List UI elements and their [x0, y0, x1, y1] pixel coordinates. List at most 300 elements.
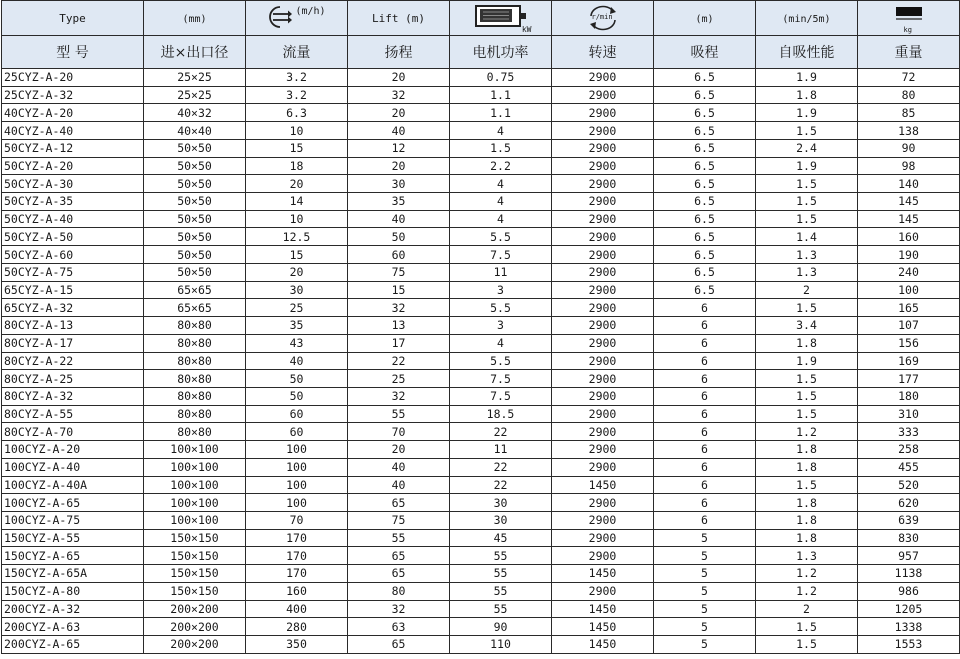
- flow-cell: 10: [246, 122, 348, 140]
- weight-cell: 1205: [858, 600, 960, 618]
- unit-lift-label: Lift (m): [372, 11, 425, 25]
- suction-cell: 6.5: [654, 193, 756, 211]
- power-cell: 30: [450, 494, 552, 512]
- lift-cell: 55: [348, 529, 450, 547]
- diameter-cell: 150×150: [144, 529, 246, 547]
- diameter-cell: 100×100: [144, 441, 246, 459]
- flow-cell: 100: [246, 458, 348, 476]
- diameter-cell: 80×80: [144, 405, 246, 423]
- self-priming-cell: 2: [756, 281, 858, 299]
- diameter-cell: 80×80: [144, 352, 246, 370]
- flow-cell: 400: [246, 600, 348, 618]
- speed-cell: 2900: [552, 263, 654, 281]
- lift-cell: 30: [348, 175, 450, 193]
- self-priming-cell: 3.4: [756, 317, 858, 335]
- table-row: [2, 405, 960, 423]
- speed-cell: 1450: [552, 636, 654, 654]
- lift-cell: 15: [348, 281, 450, 299]
- power-cell: 7.5: [450, 246, 552, 264]
- diameter-cell: 100×100: [144, 511, 246, 529]
- weight-cell: 180: [858, 387, 960, 405]
- speed-cell: 2900: [552, 441, 654, 459]
- flow-cell: 70: [246, 511, 348, 529]
- power-cell: 4: [450, 210, 552, 228]
- lift-cell: 40: [348, 458, 450, 476]
- weight-cell: 1138: [858, 565, 960, 583]
- type-cell: 80CYZ-A-32: [2, 387, 144, 405]
- speed-cell: 1450: [552, 618, 654, 636]
- flow-cell: 25: [246, 299, 348, 317]
- table-row: [2, 618, 960, 636]
- type-cell: 65CYZ-A-15: [2, 281, 144, 299]
- power-cell: 1.5: [450, 139, 552, 157]
- suction-cell: 6: [654, 299, 756, 317]
- suction-cell: 6: [654, 511, 756, 529]
- type-cell: 100CYZ-A-40: [2, 458, 144, 476]
- suction-cell: 6.5: [654, 69, 756, 87]
- self-priming-cell: 1.2: [756, 565, 858, 583]
- speed-cell: 2900: [552, 193, 654, 211]
- type-cell: 40CYZ-A-20: [2, 104, 144, 122]
- flow-cell: 170: [246, 547, 348, 565]
- unit-power: [450, 1, 552, 36]
- unit-weight: [858, 1, 960, 36]
- self-priming-cell: 1.8: [756, 511, 858, 529]
- suction-cell: 6.5: [654, 139, 756, 157]
- speed-cell: 2900: [552, 458, 654, 476]
- diameter-cell: 40×40: [144, 122, 246, 140]
- lift-cell: 40: [348, 122, 450, 140]
- header-type: 型 号: [2, 36, 144, 69]
- lift-cell: 75: [348, 263, 450, 281]
- self-priming-cell: 1.5: [756, 370, 858, 388]
- diameter-cell: 50×50: [144, 193, 246, 211]
- lift-cell: 32: [348, 387, 450, 405]
- diameter-cell: 150×150: [144, 565, 246, 583]
- weight-cell: 177: [858, 370, 960, 388]
- suction-cell: 6: [654, 441, 756, 459]
- table-row: [2, 317, 960, 335]
- lift-cell: 25: [348, 370, 450, 388]
- weight-cell: 169: [858, 352, 960, 370]
- lift-cell: 65: [348, 636, 450, 654]
- speed-cell: 2900: [552, 69, 654, 87]
- weight-cell: 310: [858, 405, 960, 423]
- self-priming-cell: 1.9: [756, 69, 858, 87]
- table-body: [2, 69, 960, 654]
- table-row: [2, 334, 960, 352]
- flow-cell: 40: [246, 352, 348, 370]
- power-cell: 22: [450, 423, 552, 441]
- unit-lift: [348, 1, 450, 36]
- unit-speed-label: r/min: [591, 13, 613, 21]
- weight-cell: 1338: [858, 618, 960, 636]
- weight-cell: 190: [858, 246, 960, 264]
- type-cell: 25CYZ-A-32: [2, 86, 144, 104]
- speed-cell: 2900: [552, 494, 654, 512]
- power-cell: 1.1: [450, 104, 552, 122]
- type-cell: 80CYZ-A-22: [2, 352, 144, 370]
- self-priming-cell: 1.8: [756, 458, 858, 476]
- diameter-cell: 65×65: [144, 281, 246, 299]
- self-priming-cell: 1.5: [756, 405, 858, 423]
- weight-cell: 240: [858, 263, 960, 281]
- header-suction: 吸程: [654, 36, 756, 69]
- lift-cell: 40: [348, 210, 450, 228]
- speed-cell: 2900: [552, 387, 654, 405]
- type-cell: 50CYZ-A-75: [2, 263, 144, 281]
- speed-cell: 2900: [552, 370, 654, 388]
- weight-icon: [894, 4, 924, 32]
- unit-flow: [246, 1, 348, 36]
- diameter-cell: 50×50: [144, 210, 246, 228]
- power-cell: 7.5: [450, 387, 552, 405]
- type-cell: 50CYZ-A-60: [2, 246, 144, 264]
- power-cell: 22: [450, 476, 552, 494]
- unit-self-priming: [756, 1, 858, 36]
- table-row: [2, 86, 960, 104]
- speed-cell: 1450: [552, 476, 654, 494]
- lift-cell: 22: [348, 352, 450, 370]
- table-row: [2, 228, 960, 246]
- weight-cell: 639: [858, 511, 960, 529]
- suction-cell: 5: [654, 582, 756, 600]
- flow-cell: 14: [246, 193, 348, 211]
- power-cell: 5.5: [450, 352, 552, 370]
- type-cell: 150CYZ-A-65: [2, 547, 144, 565]
- weight-cell: 145: [858, 210, 960, 228]
- table-row: [2, 263, 960, 281]
- self-priming-cell: 1.8: [756, 441, 858, 459]
- flow-cell: 43: [246, 334, 348, 352]
- self-priming-cell: 1.5: [756, 175, 858, 193]
- self-priming-cell: 1.3: [756, 547, 858, 565]
- flow-cell: 170: [246, 529, 348, 547]
- self-priming-cell: 1.9: [756, 352, 858, 370]
- weight-cell: 140: [858, 175, 960, 193]
- suction-cell: 6.5: [654, 175, 756, 193]
- rotation-icon: [585, 4, 621, 32]
- power-cell: 4: [450, 175, 552, 193]
- unit-suction: [654, 1, 756, 36]
- weight-cell: 986: [858, 582, 960, 600]
- suction-cell: 5: [654, 565, 756, 583]
- diameter-cell: 50×50: [144, 139, 246, 157]
- flow-cell: 280: [246, 618, 348, 636]
- self-priming-cell: 1.2: [756, 582, 858, 600]
- unit-diameter-label: (mm): [182, 13, 207, 25]
- table-row: [2, 157, 960, 175]
- table-row: [2, 529, 960, 547]
- self-priming-cell: 1.5: [756, 387, 858, 405]
- speed-cell: 2900: [552, 139, 654, 157]
- self-priming-cell: 1.5: [756, 476, 858, 494]
- power-cell: 90: [450, 618, 552, 636]
- weight-cell: 957: [858, 547, 960, 565]
- flow-cell: 60: [246, 423, 348, 441]
- flow-cell: 50: [246, 387, 348, 405]
- self-priming-cell: 1.8: [756, 86, 858, 104]
- diameter-cell: 100×100: [144, 494, 246, 512]
- speed-cell: 1450: [552, 565, 654, 583]
- speed-cell: 2900: [552, 299, 654, 317]
- flow-cell: 100: [246, 494, 348, 512]
- diameter-cell: 25×25: [144, 86, 246, 104]
- suction-cell: 6.5: [654, 86, 756, 104]
- table-row: [2, 494, 960, 512]
- diameter-cell: 150×150: [144, 547, 246, 565]
- header-diameter: 进×出口径: [144, 36, 246, 69]
- suction-cell: 6: [654, 317, 756, 335]
- type-cell: 50CYZ-A-40: [2, 210, 144, 228]
- table-row: [2, 582, 960, 600]
- flow-cell: 350: [246, 636, 348, 654]
- table-row: [2, 299, 960, 317]
- lift-cell: 75: [348, 511, 450, 529]
- weight-cell: 520: [858, 476, 960, 494]
- diameter-cell: 150×150: [144, 582, 246, 600]
- lift-cell: 60: [348, 246, 450, 264]
- type-cell: 200CYZ-A-65: [2, 636, 144, 654]
- speed-cell: 2900: [552, 423, 654, 441]
- lift-cell: 17: [348, 334, 450, 352]
- weight-cell: 107: [858, 317, 960, 335]
- power-cell: 5.5: [450, 228, 552, 246]
- diameter-cell: 80×80: [144, 423, 246, 441]
- lift-cell: 20: [348, 441, 450, 459]
- weight-cell: 620: [858, 494, 960, 512]
- suction-cell: 6.5: [654, 263, 756, 281]
- header-weight: 重量: [858, 36, 960, 69]
- flow-cell: 15: [246, 139, 348, 157]
- lift-cell: 20: [348, 157, 450, 175]
- flow-cell: 100: [246, 476, 348, 494]
- weight-cell: 160: [858, 228, 960, 246]
- power-cell: 22: [450, 458, 552, 476]
- type-cell: 65CYZ-A-32: [2, 299, 144, 317]
- weight-cell: 1553: [858, 636, 960, 654]
- type-cell: 150CYZ-A-55: [2, 529, 144, 547]
- type-cell: 100CYZ-A-75: [2, 511, 144, 529]
- self-priming-cell: 1.9: [756, 157, 858, 175]
- type-cell: 150CYZ-A-80: [2, 582, 144, 600]
- weight-cell: 98: [858, 157, 960, 175]
- lift-cell: 32: [348, 86, 450, 104]
- suction-cell: 6.5: [654, 246, 756, 264]
- lift-cell: 13: [348, 317, 450, 335]
- unit-self-priming-label: (min/5m): [782, 13, 831, 25]
- power-cell: 11: [450, 263, 552, 281]
- lift-cell: 65: [348, 494, 450, 512]
- power-cell: 4: [450, 193, 552, 211]
- lift-cell: 32: [348, 600, 450, 618]
- self-priming-cell: 1.8: [756, 494, 858, 512]
- flow-cell: 35: [246, 317, 348, 335]
- table-row: [2, 600, 960, 618]
- suction-cell: 5: [654, 636, 756, 654]
- weight-cell: 165: [858, 299, 960, 317]
- weight-cell: 80: [858, 86, 960, 104]
- lift-cell: 20: [348, 69, 450, 87]
- speed-cell: 2900: [552, 104, 654, 122]
- speed-cell: 2900: [552, 529, 654, 547]
- table-row: [2, 476, 960, 494]
- type-cell: 150CYZ-A-65A: [2, 565, 144, 583]
- speed-cell: 2900: [552, 511, 654, 529]
- table-row: [2, 139, 960, 157]
- weight-cell: 156: [858, 334, 960, 352]
- diameter-cell: 80×80: [144, 387, 246, 405]
- table-row: [2, 423, 960, 441]
- speed-cell: 2900: [552, 352, 654, 370]
- type-cell: 50CYZ-A-20: [2, 157, 144, 175]
- unit-flow-label: (m/h): [295, 5, 326, 17]
- speed-cell: 2900: [552, 547, 654, 565]
- lift-cell: 20: [348, 104, 450, 122]
- table-row: [2, 122, 960, 140]
- type-cell: 50CYZ-A-30: [2, 175, 144, 193]
- flow-cell: 15: [246, 246, 348, 264]
- diameter-cell: 200×200: [144, 600, 246, 618]
- self-priming-cell: 1.4: [756, 228, 858, 246]
- power-cell: 18.5: [450, 405, 552, 423]
- power-cell: 55: [450, 565, 552, 583]
- power-cell: 11: [450, 441, 552, 459]
- unit-suction-label: (m): [695, 13, 714, 25]
- motor-icon: [472, 4, 530, 32]
- speed-cell: 2900: [552, 405, 654, 423]
- self-priming-cell: 1.5: [756, 618, 858, 636]
- self-priming-cell: 1.2: [756, 423, 858, 441]
- type-cell: 25CYZ-A-20: [2, 69, 144, 87]
- diameter-cell: 80×80: [144, 317, 246, 335]
- table-row: [2, 104, 960, 122]
- self-priming-cell: 1.3: [756, 263, 858, 281]
- self-priming-cell: 1.5: [756, 193, 858, 211]
- power-cell: 4: [450, 334, 552, 352]
- table-row: [2, 69, 960, 87]
- type-cell: 100CYZ-A-40A: [2, 476, 144, 494]
- lift-cell: 55: [348, 405, 450, 423]
- power-cell: 45: [450, 529, 552, 547]
- lift-cell: 70: [348, 423, 450, 441]
- table-row: [2, 175, 960, 193]
- flow-cell: 6.3: [246, 104, 348, 122]
- speed-cell: 2900: [552, 122, 654, 140]
- table-row: [2, 547, 960, 565]
- suction-cell: 6.5: [654, 228, 756, 246]
- diameter-cell: 50×50: [144, 228, 246, 246]
- diameter-cell: 25×25: [144, 69, 246, 87]
- flow-cell: 3.2: [246, 86, 348, 104]
- type-cell: 200CYZ-A-32: [2, 600, 144, 618]
- type-cell: 80CYZ-A-13: [2, 317, 144, 335]
- lift-cell: 40: [348, 476, 450, 494]
- suction-cell: 6.5: [654, 281, 756, 299]
- diameter-cell: 80×80: [144, 334, 246, 352]
- table-row: [2, 281, 960, 299]
- suction-cell: 6: [654, 334, 756, 352]
- table-row: [2, 210, 960, 228]
- self-priming-cell: 1.5: [756, 299, 858, 317]
- unit-weight-label: kg: [903, 26, 912, 34]
- speed-cell: 2900: [552, 582, 654, 600]
- flow-cell: 170: [246, 565, 348, 583]
- diameter-cell: 200×200: [144, 636, 246, 654]
- flow-cell: 20: [246, 175, 348, 193]
- suction-cell: 6: [654, 405, 756, 423]
- table-row: [2, 458, 960, 476]
- lift-cell: 65: [348, 565, 450, 583]
- unit-header-row: [2, 1, 960, 36]
- weight-cell: 138: [858, 122, 960, 140]
- flow-cell: 10: [246, 210, 348, 228]
- speed-cell: 2900: [552, 86, 654, 104]
- unit-diameter: [144, 1, 246, 36]
- power-cell: 4: [450, 122, 552, 140]
- speed-cell: 2900: [552, 281, 654, 299]
- power-cell: 0.75: [450, 69, 552, 87]
- table-row: [2, 352, 960, 370]
- suction-cell: 6.5: [654, 104, 756, 122]
- diameter-cell: 50×50: [144, 175, 246, 193]
- unit-power-label: kW: [521, 25, 532, 34]
- diameter-cell: 200×200: [144, 618, 246, 636]
- self-priming-cell: 2: [756, 600, 858, 618]
- diameter-cell: 40×32: [144, 104, 246, 122]
- suction-cell: 6.5: [654, 210, 756, 228]
- lift-cell: 63: [348, 618, 450, 636]
- diameter-cell: 65×65: [144, 299, 246, 317]
- diameter-cell: 50×50: [144, 263, 246, 281]
- header-speed: 转速: [552, 36, 654, 69]
- type-cell: 80CYZ-A-25: [2, 370, 144, 388]
- type-cell: 50CYZ-A-50: [2, 228, 144, 246]
- table-row: [2, 370, 960, 388]
- header-lift: 扬程: [348, 36, 450, 69]
- power-cell: 110: [450, 636, 552, 654]
- flow-arrows-icon: [267, 4, 293, 33]
- weight-cell: 90: [858, 139, 960, 157]
- power-cell: 3: [450, 281, 552, 299]
- name-header-row: [2, 36, 960, 69]
- speed-cell: 1450: [552, 600, 654, 618]
- lift-cell: 65: [348, 547, 450, 565]
- type-cell: 80CYZ-A-55: [2, 405, 144, 423]
- suction-cell: 5: [654, 600, 756, 618]
- type-cell: 200CYZ-A-63: [2, 618, 144, 636]
- flow-cell: 50: [246, 370, 348, 388]
- lift-cell: 32: [348, 299, 450, 317]
- suction-cell: 6: [654, 423, 756, 441]
- suction-cell: 6: [654, 476, 756, 494]
- speed-cell: 2900: [552, 246, 654, 264]
- weight-cell: 72: [858, 69, 960, 87]
- suction-cell: 5: [654, 547, 756, 565]
- header-self-priming: 自吸性能: [756, 36, 858, 69]
- weight-cell: 100: [858, 281, 960, 299]
- power-cell: 7.5: [450, 370, 552, 388]
- self-priming-cell: 1.5: [756, 122, 858, 140]
- suction-cell: 6: [654, 370, 756, 388]
- power-cell: 30: [450, 511, 552, 529]
- diameter-cell: 100×100: [144, 476, 246, 494]
- lift-cell: 80: [348, 582, 450, 600]
- flow-cell: 160: [246, 582, 348, 600]
- suction-cell: 6: [654, 458, 756, 476]
- table-row: [2, 441, 960, 459]
- power-cell: 3: [450, 317, 552, 335]
